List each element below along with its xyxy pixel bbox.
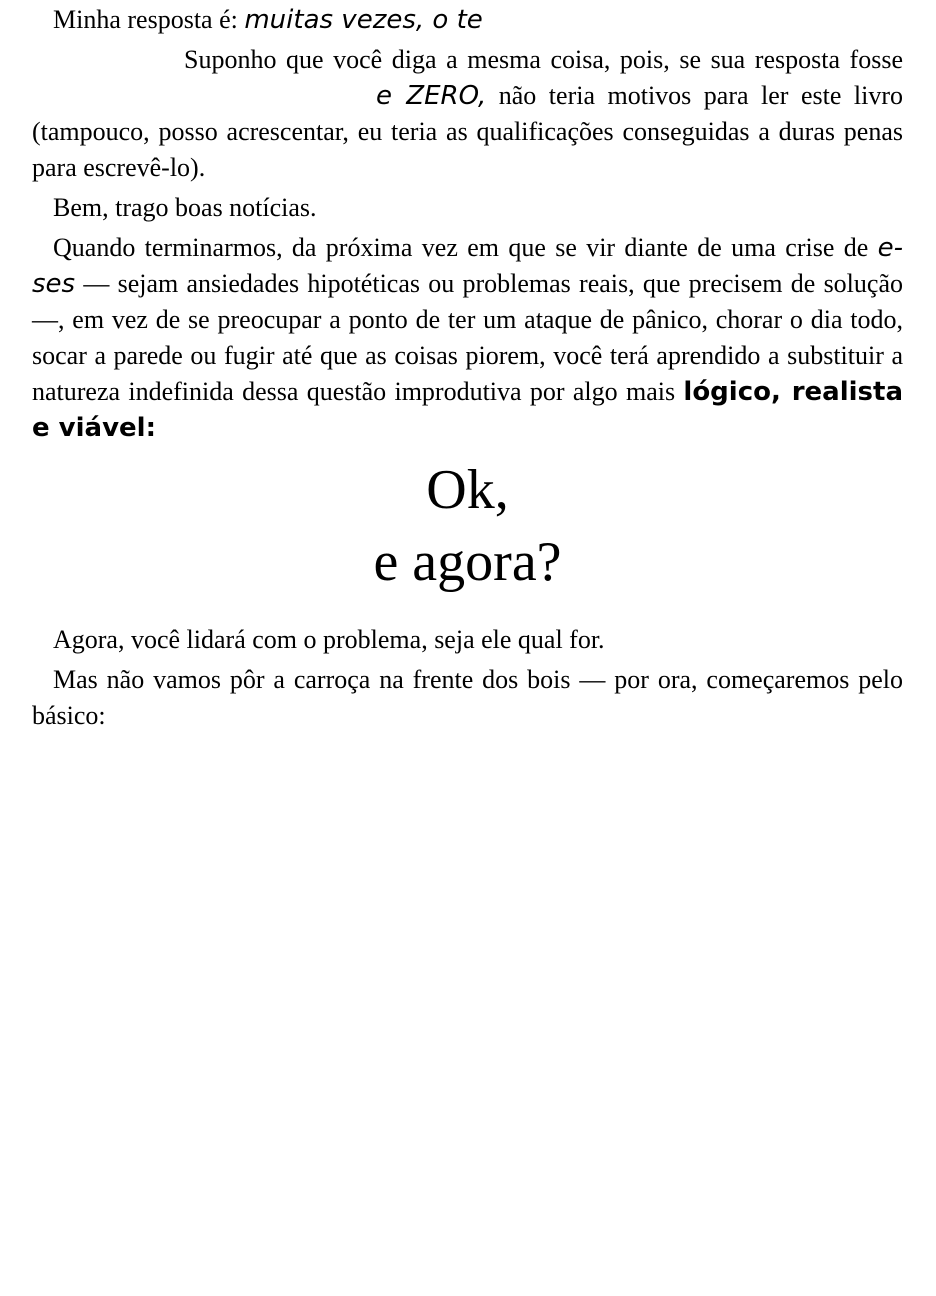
suppose-start: Suponho que você diga a mesma coisa, pois, se sua resposta fosse [184,45,903,74]
suppose-emphasis: e ZERO, [376,81,487,111]
heading-line-2: e agora? [373,531,562,593]
when-middle: — sejam ansiedades hipotéticas ou problemas reais, que precisem de solução —, em vez de se preocupar a ponto de ter um ataque de pânico, chorar o dia todo, socar a parede ou fugir até que as coisas piorem, você terá aprendido a substituir a natureza indefinida dessa questão improdutiva por algo mais [32,269,903,406]
paragraph-good-news: Bem, trago boas notícias. [53,193,317,222]
paragraph-but: Mas não vamos pôr a carroça na frente dos bois — por ora, começaremos pelo básico: [32,665,903,730]
suppose-rest: não teria motivos para ler este livro (tampouco, posso acrescentar, eu teria as qualificações conseguidas a duras penas para escrevê-lo). [32,81,903,182]
heading-line-1: Ok, [426,459,509,521]
paragraph-when-finished [32,230,903,446]
when-emphasis: e-ses [32,233,903,299]
book-page [32,2,903,734]
paragraph-now: Agora, você lidará com o problema, seja ele qual for. [53,625,605,654]
paragraph-suppose [32,42,903,186]
when-bold: lógico, realista e viável: [32,377,904,443]
section-heading [32,454,903,598]
answer-prefix: Minha resposta é: [53,5,245,34]
when-start: Quando terminarmos, da próxima vez em que se vir diante de uma crise de [53,233,878,262]
answer-emphasis: muitas vezes, o te [244,5,483,35]
paragraph-answer [32,2,903,38]
